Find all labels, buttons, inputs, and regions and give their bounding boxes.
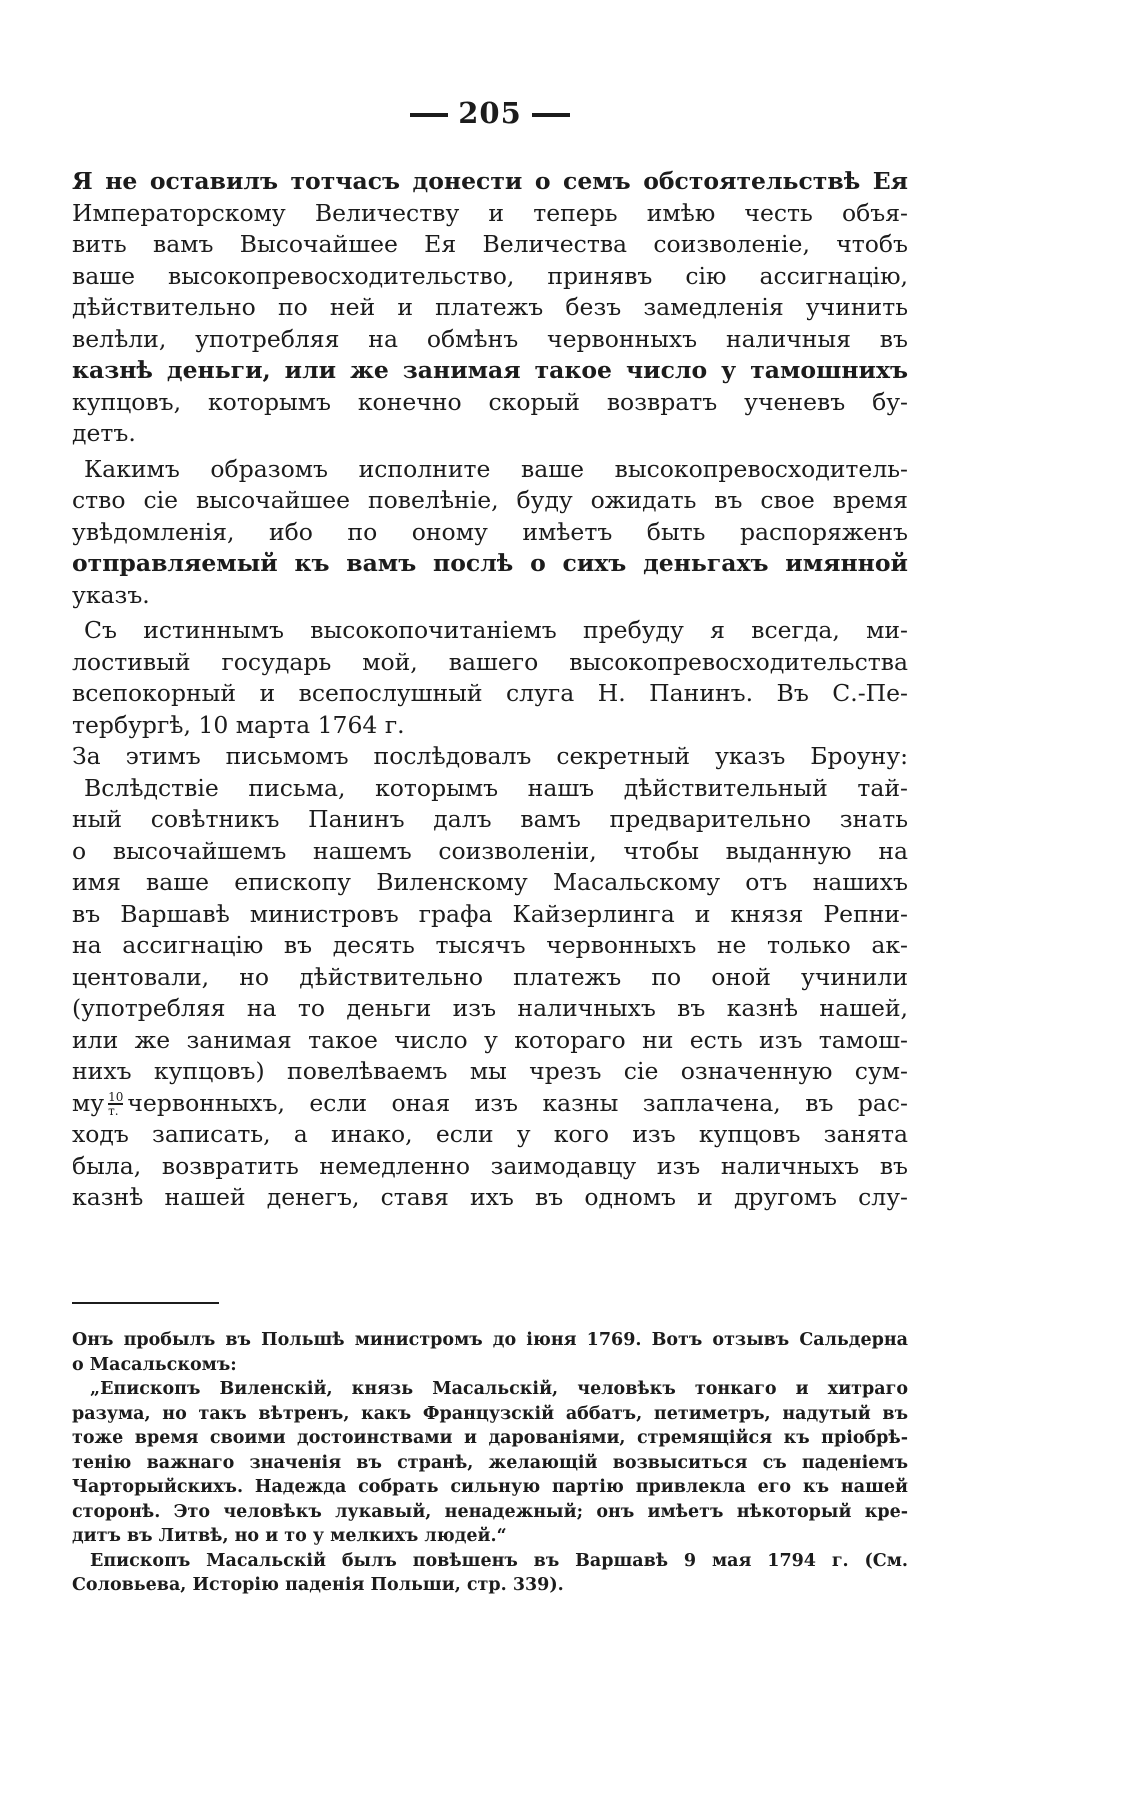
text-line: ство сіе высочайшее повелѣніе, буду ожидать въ свое время [72,486,908,514]
footnote-line: Чарторыйскихъ. Надежда собрать сильную партію привлекла его къ нашей [72,1477,908,1497]
footnote-line: сторонѣ. Это человѣкъ лукавый, ненадежный; онъ имѣетъ нѣкоторый кре- [72,1501,908,1522]
text-line: или же занимая такое число у котораго ни есть изъ тамош- [72,1025,908,1054]
text-line: Я не оставилъ тотчасъ донести о семъ обстоятельствѣ Ея [72,167,908,195]
header-dash-right [532,113,570,117]
page-number: 205 [458,96,522,130]
text-line: ходъ записать, а инако, если у кого изъ купцовъ занята [72,1120,908,1148]
text-line: увѣдомленія, ибо по оному имѣетъ быть распоряженъ [72,517,908,546]
text-line: ный совѣтникъ Панинъ далъ вамъ предварительно знать [72,805,908,833]
text-line: центовали, но дѣйствительно платежъ по оной учинили [72,962,908,991]
text-line: отправляемый къ вамъ послѣ о сихъ деньгахъ имянной [72,549,908,577]
text-line: (употребляя на то деньги изъ наличныхъ въ казнѣ нашей, [72,994,908,1022]
text-line: казнѣ нашей денегъ, ставя ихъ въ одномъ и другомъ слу- [72,1183,908,1211]
fraction-denominator: т. [108,1103,123,1117]
text-line: имя ваше епископу Виленскому Масальскому отъ нашихъ [72,868,908,896]
text-line: въ Варшавѣ министровъ графа Кайзерлинга и князя Репни- [72,899,908,928]
fraction-numerator: 10 [108,1090,124,1104]
footnote-line: разума, но такъ вѣтренъ, какъ Французскій аббатъ, петиметръ, надутый въ [72,1403,908,1424]
footnote-line: Онъ пробылъ въ Польшѣ министромъ до іюня 1769. Вотъ отзывъ Сальдерна [72,1330,908,1350]
text-line: детъ. [72,419,136,447]
text-line: купцовъ, которымъ конечно скорый возвратъ ученевъ бу- [72,387,908,416]
text-line: Съ истиннымъ высокопочитаніемъ пребуду я всегда, ми- [84,616,908,644]
footnote [72,1328,908,1598]
text-line: За этимъ письмомъ послѣдовалъ секретный указъ Броуну: [72,742,908,770]
text-line: лостивый государь мой, вашего высокопревосходительства [72,647,908,676]
text-line: дѣйствительно по ней и платежъ безъ замедленія учинить [72,293,908,321]
footnote-line: тенію важнаго значенія въ странѣ, желающій возвыситься съ паденіемъ [72,1452,908,1473]
fraction [108,1091,123,1117]
text-line: была, возвратить немедленно заимодавцу изъ наличныхъ въ [72,1151,908,1180]
text-line: велѣли, употребляя на обмѣнъ червонныхъ наличныя въ [72,324,908,353]
text-line: вить вамъ Высочайшее Ея Величества соизволеніе, чтобъ [72,230,908,258]
footnote-line: тоже время своими достоинствами и дарованіями, стремящійся къ пріобрѣ- [72,1428,908,1448]
text-line: всепокорный и всепослушный слуга Н. Панинъ. Въ С.-Пе- [72,679,908,707]
text-line: Вслѣдствіе письма, которымъ нашъ дѣйствительный тай- [84,773,908,802]
text-line: тербургѣ, 10 марта 1764 г. [72,710,405,739]
footnote-line: о Масальскомъ: [72,1354,237,1375]
text-line-with-fraction [72,1088,908,1120]
text-line: ваше высокопревосходительство, принявъ сію ассигнацію, [72,261,908,290]
text-line: казнѣ деньги, или же занимая такое число у тамошнихъ [72,356,908,384]
footnote-line: Соловьева, Исторію паденія Польши, стр. 339). [72,1575,564,1595]
text-line: Какимъ образомъ исполните ваше высокопревосходитель- [84,454,908,483]
main-text [72,166,908,1214]
text-line: нихъ купцовъ) повелѣваемъ мы чрезъ сіе означенную сум- [72,1057,908,1085]
footnote-line: Епископъ Масальскій былъ повѣшенъ въ Варшавѣ 9 мая 1794 г. (См. [90,1550,908,1571]
footnote-line: „Епископъ Виленскій, князь Масальскій, человѣкъ тонкаго и хитраго [90,1379,908,1399]
text-line: указъ. [72,580,150,609]
footnote-divider [72,1302,219,1304]
text-line: Императорскому Величеству и теперь имѣю честь объя- [72,198,908,227]
text-fragment: червонныхъ, если оная изъ казны заплачена, въ рас- [127,1088,908,1117]
text-fragment: му [72,1088,105,1117]
text-line: на ассигнацію въ десять тысячъ червонныхъ не только ак- [72,931,908,959]
text-line: о высочайшемъ нашемъ соизволеніи, чтобы выданную на [72,836,908,865]
page-number-header [380,96,600,130]
footnote-line: дитъ въ Литвѣ, но и то у мелкихъ людей.“ [72,1526,507,1546]
header-dash-left [410,113,448,117]
